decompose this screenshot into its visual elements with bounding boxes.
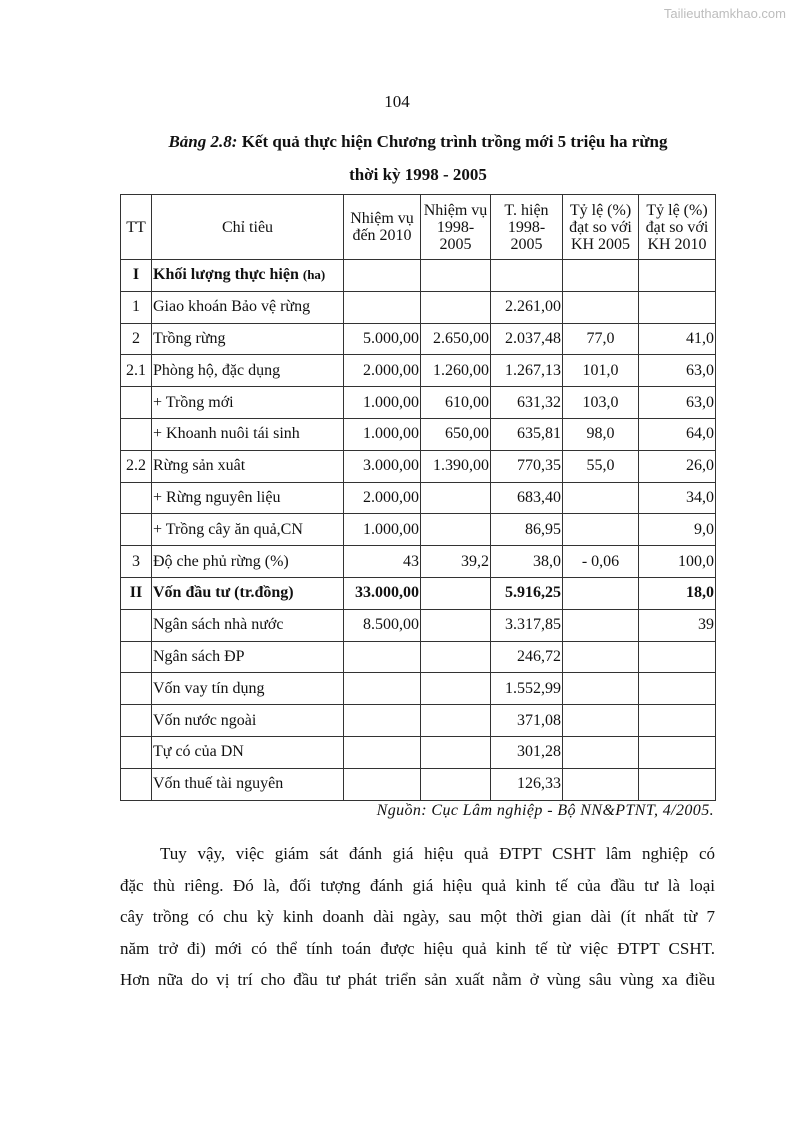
cell-tt [121,418,152,450]
table-row [121,482,716,514]
cell-nhiem-vu-1998-2005 [421,577,491,609]
row-unit: (ha) [302,267,326,283]
table-row [121,641,716,673]
cell-chi-tieu: + Trồng cây ăn quả,CN [152,514,344,546]
cell-ty-le-2010: 18,0 [639,577,716,609]
cell-nhiem-vu-1998-2005 [421,609,491,641]
cell-thuc-hien: 5.916,25 [491,577,563,609]
cell-tt: I [121,260,152,292]
cell-nhiem-vu-1998-2005: 39,2 [421,546,491,578]
table-caption-text: Kết quả thực hiện Chương trình trồng mới 5 triệu ha rừng [237,132,668,151]
table-row [121,323,716,355]
source-note: Nguồn: Cục Lâm nghiệp - Bộ NN&PTNT, 4/2005. [376,802,714,819]
cell-thuc-hien: 371,08 [491,705,563,737]
cell-ty-le-2010 [639,673,716,705]
results-table [120,194,716,801]
cell-nhiem-vu-1998-2005 [421,482,491,514]
cell-nhiem-vu-1998-2005 [421,514,491,546]
cell-thuc-hien: 770,35 [491,450,563,482]
table-row [121,355,716,387]
cell-nhiem-vu-1998-2005 [421,705,491,737]
cell-ty-le-2010: 26,0 [639,450,716,482]
cell-ty-le-2010 [639,260,716,292]
cell-ty-le-2010: 39 [639,609,716,641]
cell-ty-le-2010: 100,0 [639,546,716,578]
cell-nhiem-vu-1998-2005: 2.650,00 [421,323,491,355]
cell-ty-le-2010 [639,291,716,323]
cell-thuc-hien: 301,28 [491,736,563,768]
paragraph-line: Hơn nữa do vị trí cho đầu tư phát triển sản xuất nằm ở vùng sâu vùng xa điều [120,970,715,989]
cell-ty-le-2005 [563,482,639,514]
cell-tt [121,768,152,800]
cell-nhiem-vu-2010 [344,705,421,737]
cell-thuc-hien: 246,72 [491,641,563,673]
cell-nhiem-vu-2010: 2.000,00 [344,355,421,387]
cell-nhiem-vu-2010 [344,641,421,673]
table-row [121,768,716,800]
cell-ty-le-2005 [563,705,639,737]
cell-nhiem-vu-1998-2005: 1.260,00 [421,355,491,387]
cell-thuc-hien: 126,33 [491,768,563,800]
cell-thuc-hien: 1.267,13 [491,355,563,387]
header-nhiem-vu-2010: Nhiệm vụ đến 2010 [344,195,421,260]
cell-nhiem-vu-2010: 8.500,00 [344,609,421,641]
table-row [121,546,716,578]
cell-nhiem-vu-1998-2005: 1.390,00 [421,450,491,482]
cell-ty-le-2005: 55,0 [563,450,639,482]
body-paragraph [120,838,715,996]
cell-ty-le-2010: 41,0 [639,323,716,355]
cell-ty-le-2010: 63,0 [639,387,716,419]
paragraph-line: năm trở đi) mới có thể tính toán được hiệu quả kinh tế từ việc ĐTPT CSHT. [120,938,715,958]
cell-ty-le-2005 [563,736,639,768]
cell-chi-tieu: Vốn vay tín dụng [152,673,344,705]
cell-nhiem-vu-2010 [344,260,421,292]
cell-ty-le-2005 [563,641,639,673]
cell-tt [121,673,152,705]
cell-ty-le-2005: 77,0 [563,323,639,355]
table-row [121,736,716,768]
cell-tt [121,705,152,737]
header-ty-le-2005: Tỷ lệ (%) đạt so với KH 2005 [563,195,639,260]
cell-thuc-hien: 1.552,99 [491,673,563,705]
cell-tt: 2 [121,323,152,355]
cell-nhiem-vu-1998-2005 [421,260,491,292]
table-header-row [121,195,716,260]
cell-nhiem-vu-2010: 5.000,00 [344,323,421,355]
cell-ty-le-2010: 63,0 [639,355,716,387]
cell-chi-tieu: Trồng rừng [152,323,344,355]
cell-ty-le-2005 [563,514,639,546]
header-tt: TT [121,195,152,260]
cell-nhiem-vu-1998-2005 [421,641,491,673]
page-number: 104 [384,92,410,111]
cell-chi-tieu: Rừng sản xuât [152,450,344,482]
cell-ty-le-2005 [563,260,639,292]
table-row [121,609,716,641]
table-subtitle: thời kỳ 1998 - 2005 [349,165,487,184]
cell-tt [121,736,152,768]
cell-ty-le-2005 [563,768,639,800]
cell-chi-tieu: Độ che phủ rừng (%) [152,546,344,578]
table-row [121,705,716,737]
watermark: Tailieuthamkhao.com [663,6,786,21]
table-row [121,291,716,323]
cell-ty-le-2005: - 0,06 [563,546,639,578]
cell-nhiem-vu-1998-2005 [421,768,491,800]
cell-nhiem-vu-1998-2005: 650,00 [421,418,491,450]
cell-ty-le-2005 [563,577,639,609]
cell-thuc-hien: 683,40 [491,482,563,514]
cell-nhiem-vu-2010: 43 [344,546,421,578]
cell-ty-le-2010 [639,736,716,768]
cell-tt [121,609,152,641]
cell-tt [121,514,152,546]
cell-tt: 2.2 [121,450,152,482]
cell-ty-le-2005 [563,673,639,705]
cell-thuc-hien: 631,32 [491,387,563,419]
cell-thuc-hien: 38,0 [491,546,563,578]
cell-chi-tieu: + Khoanh nuôi tái sinh [152,418,344,450]
cell-chi-tieu: Ngân sách ĐP [152,641,344,673]
cell-chi-tieu: + Trồng mới [152,387,344,419]
cell-tt: 1 [121,291,152,323]
cell-tt: 3 [121,546,152,578]
cell-ty-le-2010 [639,705,716,737]
header-ty-le-2010: Tỷ lệ (%) đạt so với KH 2010 [639,195,716,260]
cell-ty-le-2005: 101,0 [563,355,639,387]
cell-chi-tieu: Phòng hộ, đặc dụng [152,355,344,387]
table-row [121,387,716,419]
cell-chi-tieu: Vốn nước ngoài [152,705,344,737]
cell-thuc-hien: 3.317,85 [491,609,563,641]
cell-ty-le-2010 [639,768,716,800]
cell-ty-le-2010: 9,0 [639,514,716,546]
cell-nhiem-vu-2010: 1.000,00 [344,418,421,450]
cell-nhiem-vu-1998-2005 [421,291,491,323]
cell-chi-tieu [152,260,344,292]
table-row [121,577,716,609]
cell-nhiem-vu-1998-2005 [421,673,491,705]
cell-nhiem-vu-1998-2005 [421,736,491,768]
paragraph-line: cây trồng có chu kỳ kinh doanh dài ngày, sau một thời gian dài (ít nhất từ 7 [120,907,715,926]
cell-ty-le-2005: 98,0 [563,418,639,450]
cell-tt [121,482,152,514]
cell-chi-tieu: Vốn thuế tài nguyên [152,768,344,800]
cell-chi-tieu: Ngân sách nhà nước [152,609,344,641]
cell-ty-le-2010 [639,641,716,673]
cell-nhiem-vu-2010: 2.000,00 [344,482,421,514]
cell-nhiem-vu-2010 [344,736,421,768]
cell-ty-le-2010: 64,0 [639,418,716,450]
table-caption-label: Bảng 2.8: [168,132,238,151]
cell-nhiem-vu-2010: 33.000,00 [344,577,421,609]
cell-thuc-hien [491,260,563,292]
table-row [121,418,716,450]
table-row [121,673,716,705]
cell-nhiem-vu-2010 [344,291,421,323]
cell-thuc-hien: 86,95 [491,514,563,546]
table-row [121,260,716,292]
cell-nhiem-vu-2010 [344,673,421,705]
cell-tt: 2.1 [121,355,152,387]
table-row [121,514,716,546]
cell-nhiem-vu-2010: 1.000,00 [344,387,421,419]
cell-tt: II [121,577,152,609]
cell-chi-tieu: + Rừng nguyên liệu [152,482,344,514]
table-title [0,132,794,152]
paragraph-line: Tuy vậy, việc giám sát đánh giá hiệu quả ĐTPT CSHT lâm nghiệp có [160,844,715,863]
cell-nhiem-vu-2010: 1.000,00 [344,514,421,546]
header-thuc-hien: T. hiện 1998-2005 [491,195,563,260]
cell-nhiem-vu-1998-2005: 610,00 [421,387,491,419]
cell-thuc-hien: 2.261,00 [491,291,563,323]
row-label: Khối lượng thực hiện [153,266,299,284]
cell-chi-tieu: Tự có của DN [152,736,344,768]
cell-ty-le-2005 [563,609,639,641]
cell-tt [121,387,152,419]
paragraph-line: đặc thù riêng. Đó là, đối tượng đánh giá hiệu quả kinh tế của đầu tư là loại [120,875,715,895]
cell-ty-le-2010: 34,0 [639,482,716,514]
cell-ty-le-2005: 103,0 [563,387,639,419]
cell-ty-le-2005 [563,291,639,323]
header-nhiem-vu-1998-2005: Nhiệm vụ 1998-2005 [421,195,491,260]
cell-thuc-hien: 2.037,48 [491,323,563,355]
table-row [121,450,716,482]
cell-chi-tieu: Giao khoán Bảo vệ rừng [152,291,344,323]
cell-thuc-hien: 635,81 [491,418,563,450]
header-chi-tieu: Chỉ tiêu [152,195,344,260]
cell-tt [121,641,152,673]
cell-nhiem-vu-2010 [344,768,421,800]
cell-chi-tieu: Vốn đầu tư (tr.đồng) [152,577,344,609]
cell-nhiem-vu-2010: 3.000,00 [344,450,421,482]
